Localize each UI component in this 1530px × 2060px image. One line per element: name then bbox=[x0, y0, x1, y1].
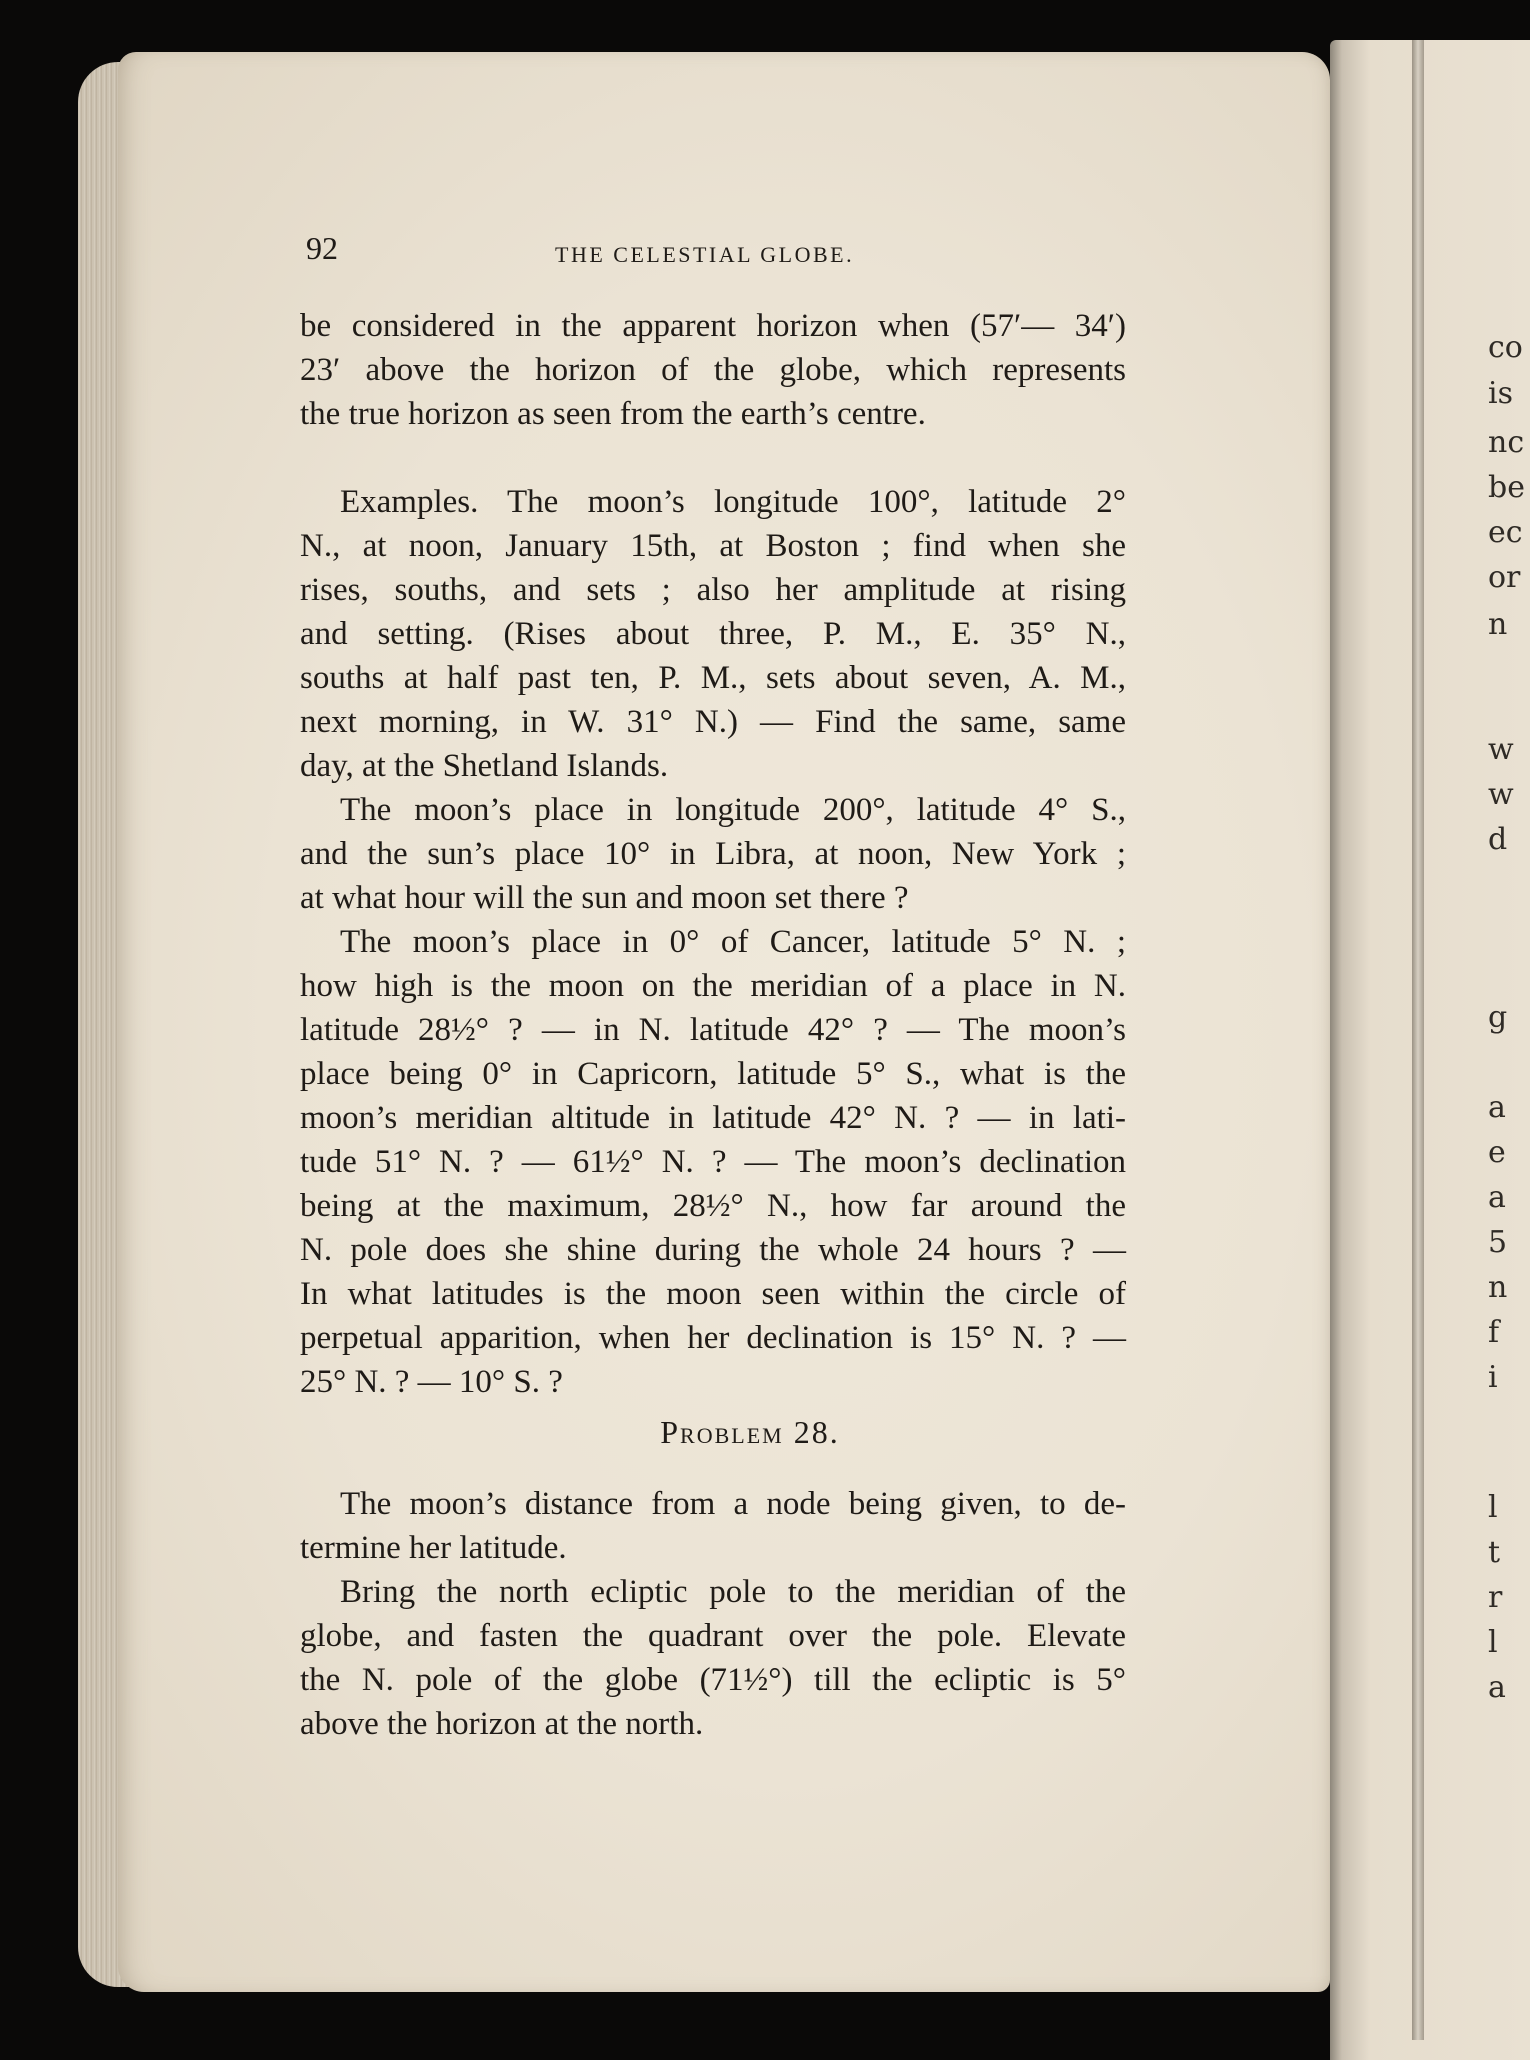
text-line: rises, souths, and sets ; also her amplitude at rising bbox=[300, 572, 1126, 608]
facing-page-fragment: n bbox=[1488, 1270, 1508, 1305]
text-line: at what hour will the sun and moon set there ? bbox=[300, 880, 909, 916]
text-line: The moon’s place in longitude 200°, latitude 4° S., bbox=[340, 792, 1126, 828]
text-line: N., at noon, January 15th, at Boston ; find when she bbox=[300, 528, 1126, 564]
facing-page-fragment: d bbox=[1488, 822, 1508, 857]
facing-page-fragment: n bbox=[1488, 607, 1508, 642]
facing-page-fragment: a bbox=[1488, 1090, 1506, 1125]
facing-page-fragment: or bbox=[1488, 560, 1521, 595]
page-number: 92 bbox=[306, 230, 338, 266]
text-line: and the sun’s place 10° in Libra, at noon, New York ; bbox=[300, 836, 1126, 872]
text-line: 25° N. ? — 10° S. ? bbox=[300, 1364, 563, 1400]
facing-page-fragment: i bbox=[1488, 1360, 1498, 1395]
text-line: tude 51° N. ? — 61½° N. ? — The moon’s declination bbox=[300, 1144, 1126, 1180]
text-line: N. pole does she shine during the whole 24 hours ? — bbox=[300, 1232, 1126, 1268]
facing-page-fragment: is bbox=[1488, 376, 1513, 411]
facing-page-fragment: t bbox=[1488, 1535, 1501, 1570]
text-line: The moon’s place in 0° of Cancer, latitude 5° N. ; bbox=[340, 924, 1126, 960]
facing-page-fragment: f bbox=[1488, 1315, 1500, 1350]
facing-page-fragment: l bbox=[1488, 1625, 1498, 1660]
text-line: latitude 28½° ? — in N. latitude 42° ? — The moon’s bbox=[300, 1012, 1126, 1048]
text-line: Examples. The moon’s longitude 100°, latitude 2° bbox=[340, 484, 1126, 520]
running-head: THE CELESTIAL GLOBE. bbox=[555, 242, 855, 267]
text-line: 23′ above the horizon of the globe, which represents bbox=[300, 352, 1126, 388]
facing-page-fragment: e bbox=[1488, 1135, 1506, 1170]
facing-page-fragment: co bbox=[1488, 330, 1523, 365]
text-line: souths at half past ten, P. M., sets about seven, A. M., bbox=[300, 660, 1126, 696]
text-line: how high is the moon on the meridian of a place in N. bbox=[300, 968, 1126, 1004]
text-line: the true horizon as seen from the earth’s centre. bbox=[300, 396, 926, 432]
facing-page-fragment: a bbox=[1488, 1180, 1506, 1215]
problem-heading: Problem 28. bbox=[660, 1414, 840, 1450]
facing-page-fragment: l bbox=[1488, 1490, 1498, 1525]
facing-page-fragment: a bbox=[1488, 1670, 1506, 1705]
text-line: next morning, in W. 31° N.) — Find the same, same bbox=[300, 704, 1126, 740]
facing-page-fragment: 5 bbox=[1488, 1225, 1508, 1260]
binding-edge bbox=[1412, 40, 1424, 2040]
text-line: above the horizon at the north. bbox=[300, 1706, 704, 1742]
text-line: perpetual apparition, when her declination is 15° N. ? — bbox=[300, 1320, 1126, 1356]
text-line: globe, and fasten the quadrant over the pole. Elevate bbox=[300, 1618, 1126, 1654]
text-line: and setting. (Rises about three, P. M., E. 35° N., bbox=[300, 616, 1126, 652]
facing-page-fragment: r bbox=[1488, 1580, 1503, 1615]
text-line: The moon’s distance from a node being given, to de- bbox=[340, 1486, 1126, 1522]
facing-page-fragment: nc bbox=[1488, 425, 1525, 460]
text-line: termine her latitude. bbox=[300, 1530, 567, 1566]
text-line: place being 0° in Capricorn, latitude 5° S., what is the bbox=[300, 1056, 1126, 1092]
text-line: Bring the north ecliptic pole to the meridian of the bbox=[340, 1574, 1126, 1610]
text-line: In what latitudes is the moon seen within the circle of bbox=[300, 1276, 1126, 1312]
facing-page-fragment: w bbox=[1488, 777, 1514, 812]
facing-page-fragment: ec bbox=[1488, 515, 1523, 550]
text-line: day, at the Shetland Islands. bbox=[300, 748, 669, 784]
facing-page-fragment: g bbox=[1488, 1000, 1508, 1035]
facing-page-fragment: w bbox=[1488, 732, 1514, 767]
text-line: moon’s meridian altitude in latitude 42° N. ? — in lati- bbox=[300, 1100, 1126, 1136]
text-line: be considered in the apparent horizon when (57′— 34′) bbox=[300, 308, 1126, 344]
text-line: being at the maximum, 28½° N., how far around the bbox=[300, 1188, 1126, 1224]
facing-page-fragment: be bbox=[1488, 470, 1525, 505]
text-line: the N. pole of the globe (71½°) till the ecliptic is 5° bbox=[300, 1662, 1126, 1698]
